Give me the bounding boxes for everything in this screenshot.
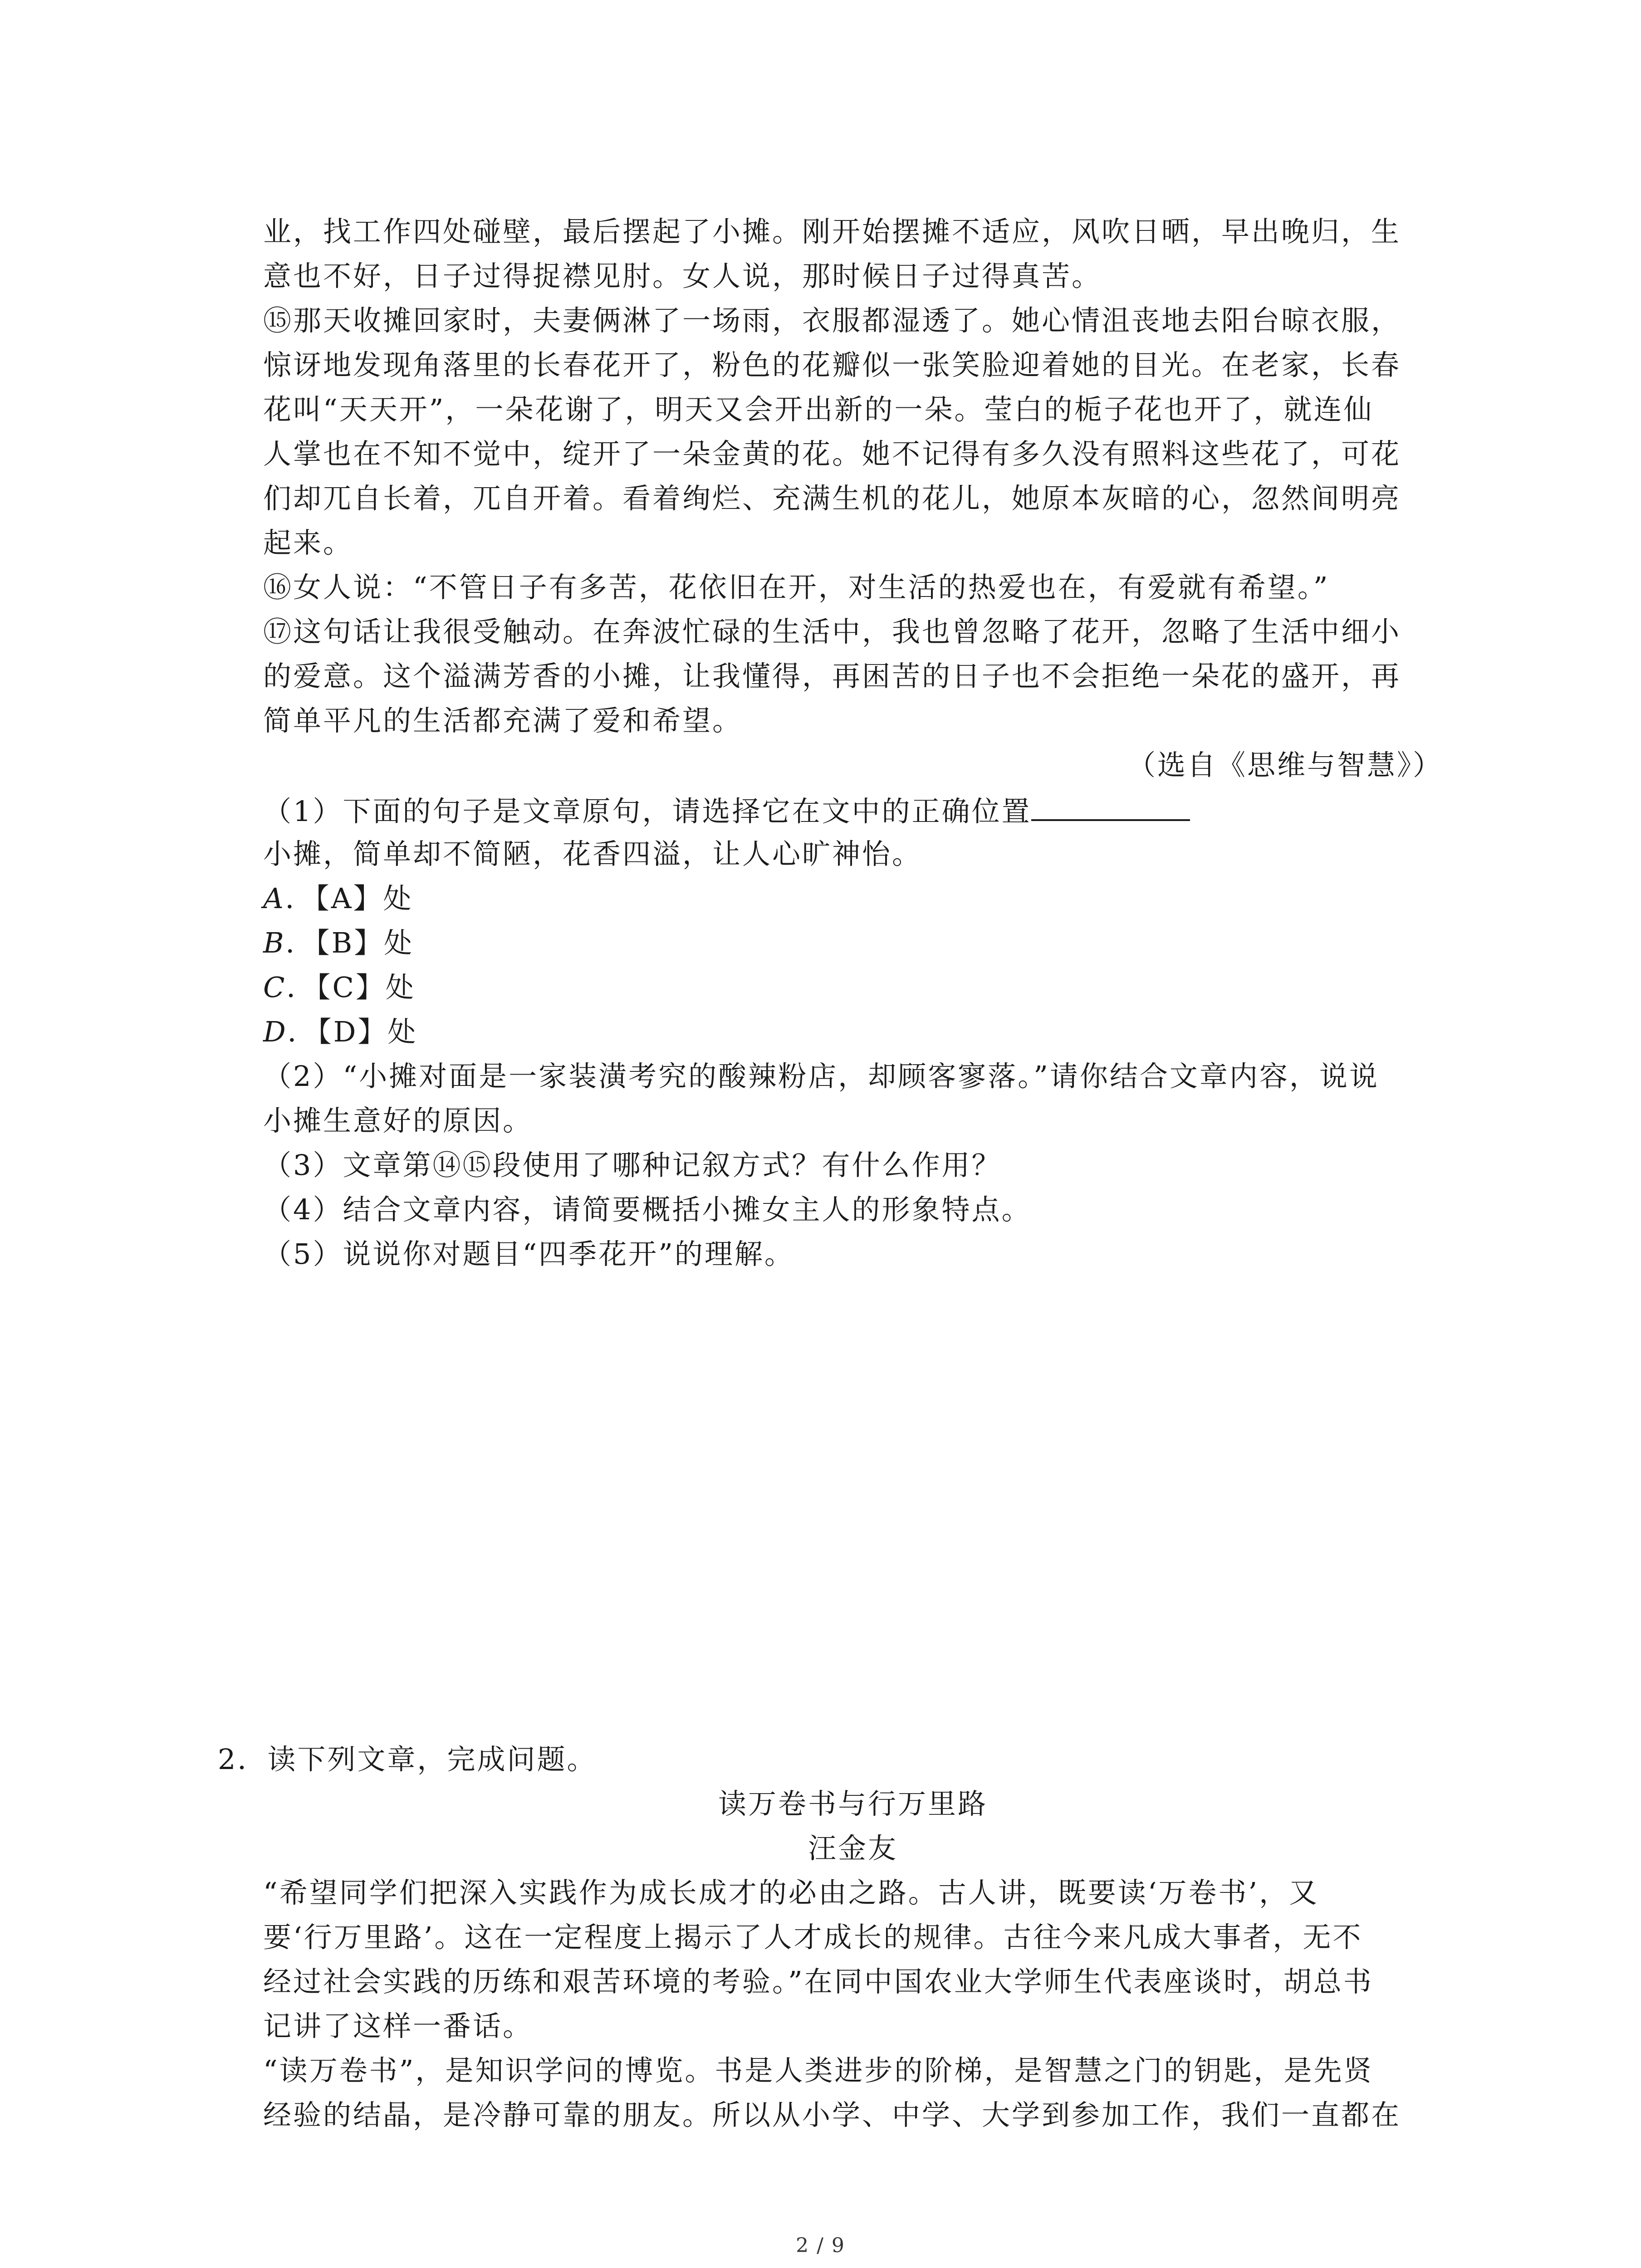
article-line: “希望同学们把深入实践作为成长成才的必由之路。古人讲，既要读‘万卷书’，又 bbox=[263, 1876, 1319, 1909]
article-title: 读万卷书与行万里路 bbox=[718, 1787, 988, 1820]
source-citation: （选自《思维与智慧》） bbox=[1127, 748, 1443, 782]
option-d[interactable] bbox=[263, 1010, 1443, 1054]
passage-line: 惊讶地发现角落里的长春花开了，粉色的花瓣似一张笑脸迎着她的目光。在老家，长春 bbox=[263, 348, 1401, 381]
question-4: （4）结合文章内容，请简要概括小摊女主人的形象特点。 bbox=[263, 1193, 1032, 1226]
question-2-line: 小摊生意好的原因。 bbox=[263, 1104, 533, 1137]
passage-line: 花叫“天天开”，一朵花谢了，明天又会开出新的一朵。莹白的栀子花也开了，就连仙 bbox=[263, 393, 1374, 426]
option-text: ．【B】处 bbox=[285, 926, 414, 959]
question-5: （5）说说你对题目“四季花开”的理解。 bbox=[263, 1237, 794, 1271]
passage-line: 的爱意。这个溢满芳香的小摊，让我懂得，再困苦的日子也不会拒绝一朵花的盛开，再 bbox=[263, 660, 1401, 693]
question-1-prompt: （1）下面的句子是文章原句，请选择它在文中的正确位置 bbox=[263, 795, 1032, 828]
option-a[interactable] bbox=[263, 876, 1443, 921]
option-letter: D bbox=[263, 1015, 288, 1048]
passage-line: 简单平凡的生活都充满了爱和希望。 bbox=[263, 704, 743, 737]
answer-blank[interactable] bbox=[1031, 787, 1190, 821]
passage-line: 起来。 bbox=[263, 526, 353, 559]
article-line: 要‘行万里路’。这在一定程度上揭示了人才成长的规律。古往今来凡成大事者，无不 bbox=[263, 1921, 1363, 1954]
option-b[interactable] bbox=[263, 921, 1443, 965]
passage-line: 业，找工作四处碰壁，最后摆起了小摊。刚开始摆摊不适应，风吹日晒，早出晚归，生 bbox=[263, 215, 1401, 248]
option-letter: B bbox=[263, 926, 286, 959]
question-2-header: 2．读下列文章，完成问题。 bbox=[218, 1743, 597, 1776]
question-3: （3）文章第⑭⑮段使用了哪种记叙方式？有什么作用？ bbox=[263, 1149, 1002, 1182]
option-c[interactable] bbox=[263, 965, 1443, 1010]
article-line: 记讲了这样一番话。 bbox=[263, 2009, 533, 2043]
question-2-line: （2）“小摊对面是一家装潢考究的酸辣粉店，却顾客寥落。”请你结合文章内容，说说 bbox=[263, 1060, 1379, 1093]
passage-line: 意也不好，日子过得捉襟见肘。女人说，那时候日子过得真苦。 bbox=[263, 259, 1102, 293]
article-line: “读万卷书”，是知识学问的博览。书是人类进步的阶梯，是智慧之门的钥匙，是先贤 bbox=[263, 2054, 1374, 2087]
passage-line: ⑰这句话让我很受触动。在奔波忙碌的生活中，我也曾忽略了花开，忽略了生活中细小 bbox=[263, 615, 1401, 648]
passage-1 bbox=[263, 210, 1443, 1276]
option-letter: C bbox=[263, 971, 287, 1004]
article-author: 汪金友 bbox=[808, 1832, 898, 1865]
option-text: ．【C】处 bbox=[286, 971, 416, 1004]
page-number: 2 / 9 bbox=[796, 2234, 845, 2257]
option-text: ．【A】处 bbox=[285, 882, 413, 915]
question-2-block bbox=[218, 1737, 1443, 1782]
question-1 bbox=[263, 787, 1443, 832]
option-text: ．【D】处 bbox=[287, 1015, 418, 1048]
article-line: 经验的结晶，是冷静可靠的朋友。所以从小学、中学、大学到参加工作，我们一直都在 bbox=[263, 2098, 1401, 2131]
option-letter: A bbox=[263, 882, 285, 915]
passage-line: ⑮那天收摊回家时，夫妻俩淋了一场雨，衣服都湿透了。她心情沮丧地去阳台晾衣服， bbox=[263, 304, 1401, 337]
article-line: 经过社会实践的历练和艰苦环境的考验。”在同中国农业大学师生代表座谈时，胡总书 bbox=[263, 1965, 1373, 1998]
question-1-sentence: 小摊，简单却不简陋，花香四溢，让人心旷神怡。 bbox=[263, 837, 922, 870]
article-2 bbox=[263, 1782, 1443, 2137]
passage-line: 人掌也在不知不觉中，绽开了一朵金黄的花。她不记得有多久没有照料这些花了，可花 bbox=[263, 437, 1401, 470]
passage-line: 们却兀自长着，兀自开着。看着绚烂、充满生机的花儿，她原本灰暗的心，忽然间明亮 bbox=[263, 482, 1401, 515]
passage-line: ⑯女人说：“不管日子有多苦，花依旧在开，对生活的热爱也在，有爱就有希望。” bbox=[263, 571, 1330, 604]
